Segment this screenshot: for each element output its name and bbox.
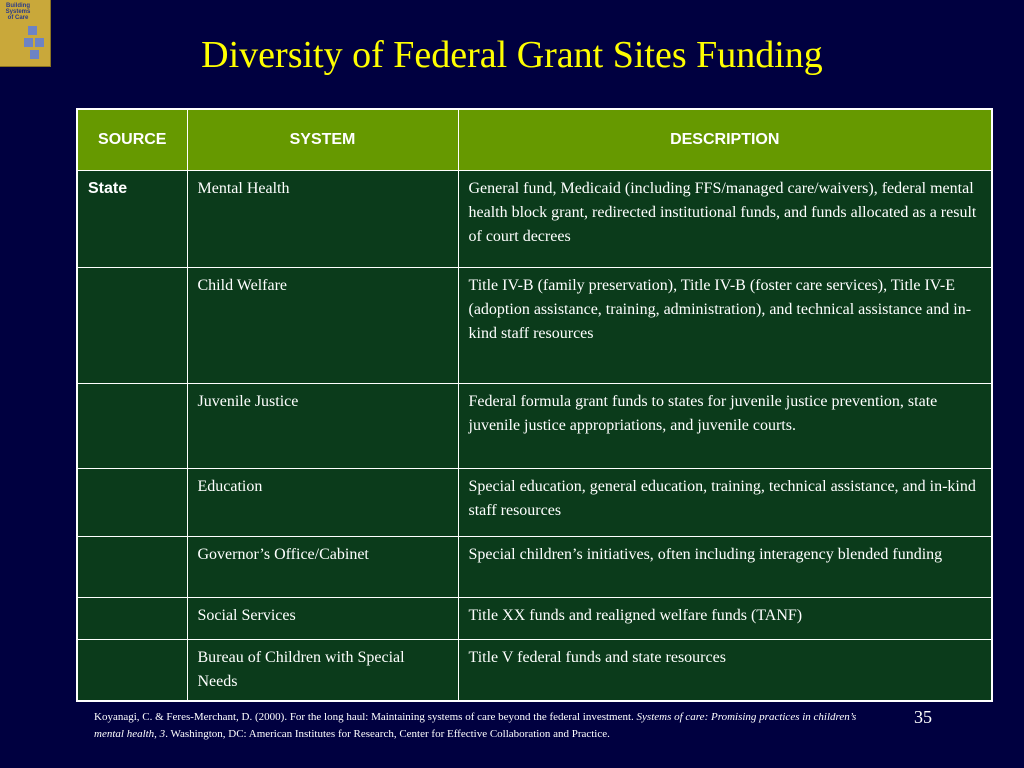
description-cell: Special children’s initiatives, often including interagency blended funding — [458, 537, 992, 598]
system-cell: Education — [187, 469, 458, 537]
description-cell: Special education, general education, training, technical assistance, and in-kind staff resources — [458, 469, 992, 537]
table-row — [77, 268, 992, 384]
system-cell: Child Welfare — [187, 268, 458, 384]
description-cell: Title V federal funds and state resources — [458, 640, 992, 702]
source-cell — [77, 640, 187, 702]
table-row — [77, 640, 992, 702]
table-row — [77, 384, 992, 469]
source-cell — [77, 384, 187, 469]
source-cell — [77, 268, 187, 384]
citation-part-1: Koyanagi, C. & Feres-Merchant, D. (2000). For the long haul: Maintaining systems of care beyond the federal investment. — [94, 711, 637, 723]
citation-part-2: . Washington, DC: American Institutes for Research, Center for Effective Collaboration and Practice. — [165, 728, 610, 740]
logo-text: Building Systems of Care — [5, 3, 31, 21]
funding-table — [76, 108, 993, 702]
table-row — [77, 171, 992, 268]
header-description: DESCRIPTION — [458, 109, 992, 171]
system-cell: Juvenile Justice — [187, 384, 458, 469]
citation-italic: Systems of care: Promising practices in children’s mental health, 3 — [94, 711, 857, 740]
table-row — [77, 469, 992, 537]
source-cell — [77, 537, 187, 598]
table-header-row — [77, 109, 992, 171]
system-cell: Bureau of Children with Special Needs — [187, 640, 458, 702]
source-cell — [77, 598, 187, 640]
table-row — [77, 537, 992, 598]
description-cell: Title XX funds and realigned welfare funds (TANF) — [458, 598, 992, 640]
system-cell: Mental Health — [187, 171, 458, 268]
source-cell: State — [77, 171, 187, 268]
description-cell: General fund, Medicaid (including FFS/managed care/waivers), federal mental health block grant, redirected institutional funds, and funds allocated as a result of court decrees — [458, 171, 992, 268]
page-number: 35 — [914, 707, 932, 727]
system-cell: Governor’s Office/Cabinet — [187, 537, 458, 598]
table-row — [77, 598, 992, 640]
header-system: SYSTEM — [187, 109, 458, 171]
source-cell — [77, 469, 187, 537]
description-cell: Title IV-B (family preservation), Title IV-B (foster care services), Title IV-E (adoption assistance, training, administration), and technical assistance and in-kind staff resources — [458, 268, 992, 384]
slide-title: Diversity of Federal Grant Sites Funding — [201, 34, 823, 76]
system-cell: Social Services — [187, 598, 458, 640]
citation — [94, 709, 884, 743]
description-cell: Federal formula grant funds to states for juvenile justice prevention, state juvenile justice appropriations, and juvenile courts. — [458, 384, 992, 469]
header-source: SOURCE — [77, 109, 187, 171]
